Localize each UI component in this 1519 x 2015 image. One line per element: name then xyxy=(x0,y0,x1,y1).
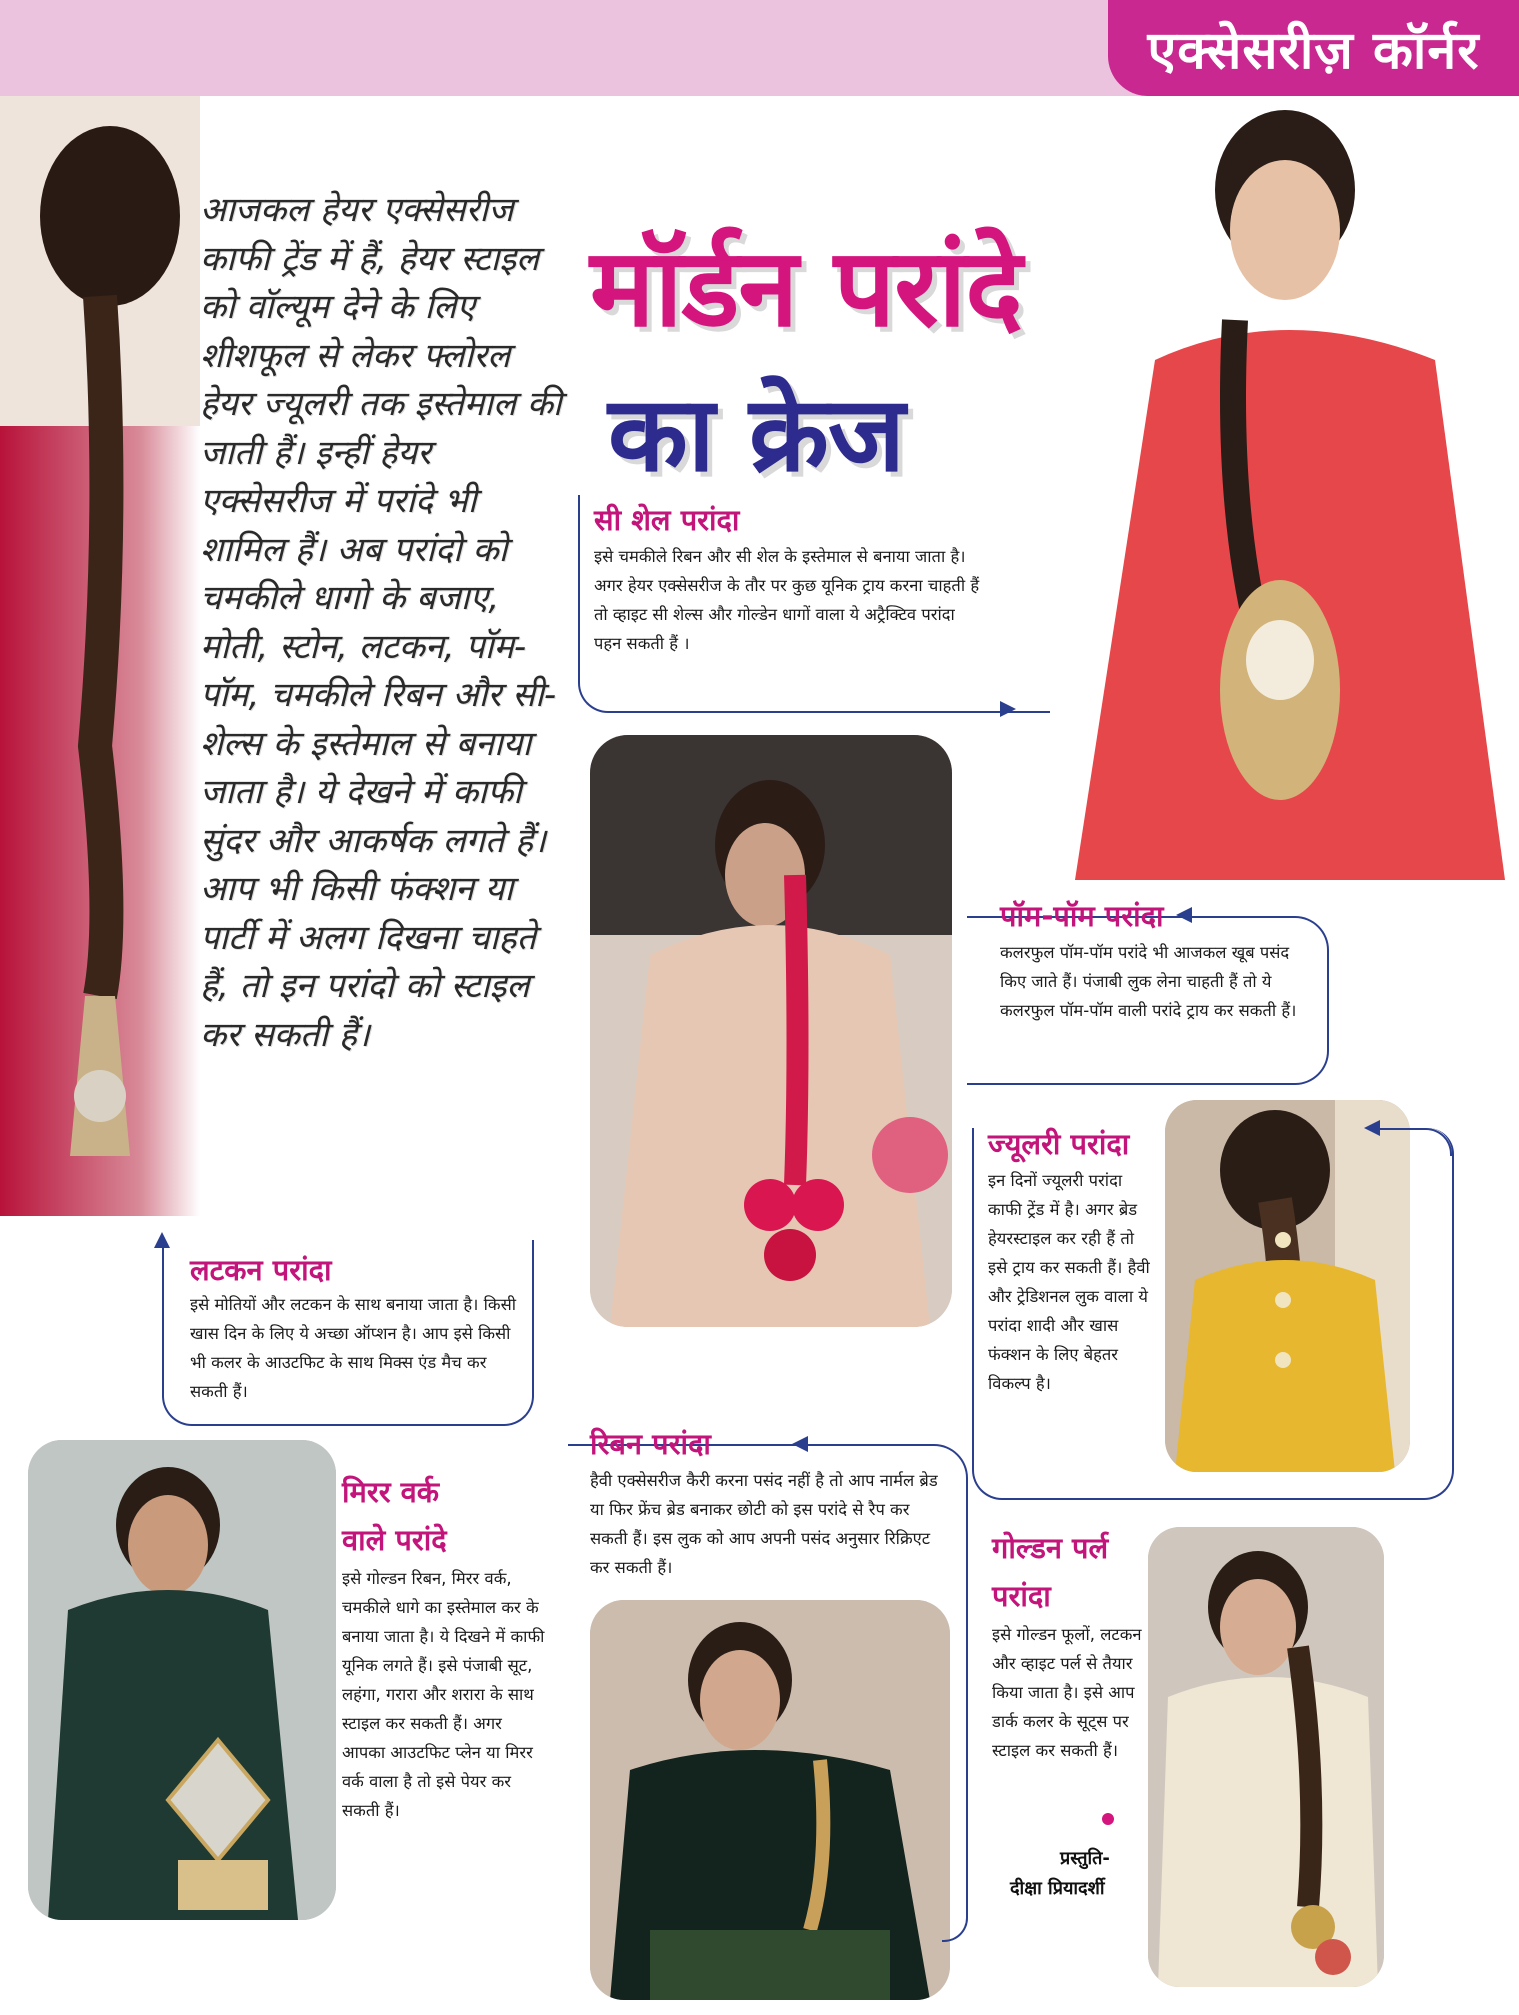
latkan-body: इसे मोतियों और लटकन के साथ बनाया जाता है। किसी खास दिन के लिए ये अच्छा ऑप्शन है। आप इसे किसी भी कलर के आउटफिट के साथ मिक्स एंड मैच कर सकती हैं। xyxy=(190,1295,517,1401)
mirror-body: इसे गोल्डन रिबन, मिरर वर्क, चमकीले धागे का इस्तेमाल कर के बनाया जाता है। ये दिखने में काफी यूनिक लगते हैं। इसे पंजाबी सूट, लहंगा, गरारा और शरारा के साथ स्टाइल कर सकती हैं। अगर आपका आउटफिट प्लेन या मिरर वर्क वाला है तो इसे पेयर कर सकती हैं। xyxy=(342,1569,545,1820)
latkan-title: लटकन परांदा xyxy=(190,1253,332,1287)
credit-name: दीक्षा प्रियादर्शी xyxy=(1010,1878,1105,1899)
jewellery-body: इन दिनों ज्यूलरी परांदा काफी ट्रेंड में है। अगर ब्रेड हेयरस्टाइल कर रही हैं तो इसे ट्राय कर सकती हैं। हैवी और ट्रेडिशनल लुक वाला ये परांदा शादी और खास फंक्शन के लिए बेहतर विकल्प है। xyxy=(988,1171,1150,1393)
photo-pom-pom-paranda xyxy=(590,735,952,1327)
arrow-up-icon xyxy=(154,1232,170,1248)
photo-golden-pearl-paranda xyxy=(1148,1527,1384,1987)
pom-pom-body: कलरफुल पॉम-पॉम परांदे भी आजकल खूब पसंद किए जाते हैं। पंजाबी लुक लेना चाहती हैं तो ये कलरफुल पॉम-पॉम वाली परांदे ट्राय कर सकती हैं। xyxy=(1000,943,1297,1020)
credit-label: प्रस्तुति- xyxy=(1060,1848,1110,1869)
golden-pearl-body: इसे गोल्डन फूलों, लटकन और व्हाइट पर्ल से तैयार किया जाता है। इसे आप डार्क कलर के सूट्स पर स्टाइल कर सकती हैं। xyxy=(992,1625,1142,1760)
ribbon-body: हैवी एक्सेसरीज कैरी करना पसंद नहीं है तो आप नार्मल ब्रेड या फिर फ्रेंच ब्रेड बनाकर छोटी को इस परांदे से रैप कर सकती हैं। इस लुक को आप अपनी पसंद अनुसार रिक्रिएट कर सकती हैं। xyxy=(590,1471,938,1577)
golden-pearl-title-line-1: गोल्डन पर्ल xyxy=(992,1531,1109,1565)
mirror-title-line-2: वाले परांदे xyxy=(342,1523,447,1557)
sea-shell-body: इसे चमकीले रिबन और सी शेल के इस्तेमाल से बनाया जाता है। अगर हेयर एक्सेसरीज के तौर पर कुछ यूनिक ट्राय करना चाहती हैं तो व्हाइट सी शेल्स और गोल्डेन धागों वाला ये अट्रैक्टिव परांदा पहन सकती हैं । xyxy=(594,547,980,653)
mirror-title-line-1: मिरर वर्क xyxy=(342,1475,440,1509)
headline-line-2: का क्रेज xyxy=(608,373,905,495)
photo-bride-braid-back xyxy=(0,96,200,1216)
connector-line-ribbon-lower xyxy=(942,1700,968,1942)
arrow-left-icon xyxy=(792,1436,808,1452)
sea-shell-title: सी शेल परांदा xyxy=(594,503,740,537)
jewellery-title: ज्यूलरी परांदा xyxy=(988,1127,1130,1161)
intro-paragraph: आजकल हेयर एक्सेसरीज काफी ट्रेंड में हैं, हेयर स्टाइल को वॉल्यूम देने के लिए शीशफूल से लेकर फ्लोरल हेयर ज्यूलरी तक इस्तेमाल की जाती हैं। इन्हीं हेयर एक्सेसरीज में परांदे भी शामिल हैं। अब परांदो को चमकीले धागो के बजाए, मोती, स्टोन, लटकन, पॉम-पॉम, चमकीले रिबन और सी-शेल्स के इस्तेमाल से बनाया जाता है। ये देखने में काफी सुंदर और आकर्षक लगते हैं। आप भी किसी फंक्शन या पार्टी में अलग दिखना चाहते हैं, तो इन परांदो को स्टाइल कर सकती हैं। xyxy=(200,190,562,1055)
arrow-left-icon xyxy=(1364,1120,1380,1136)
pom-pom-title: पॉम-पॉम परांदा xyxy=(1000,899,1164,933)
headline-line-1: मॉर्डन परांदे xyxy=(590,226,1022,351)
arrow-left-icon xyxy=(1176,907,1192,923)
photo-sea-shell-paranda xyxy=(1035,100,1519,900)
connector-line-jewellery-top xyxy=(1380,1128,1452,1156)
arrow-right-icon xyxy=(1000,701,1016,717)
end-mark-dot xyxy=(1102,1813,1114,1825)
section-tab: एक्सेसरीज़ कॉर्नर xyxy=(1108,0,1519,96)
ribbon-title: रिबन परांदा xyxy=(590,1427,711,1461)
golden-pearl-title-line-2: परांदा xyxy=(992,1579,1051,1613)
photo-mirror-work-paranda xyxy=(28,1440,336,1920)
